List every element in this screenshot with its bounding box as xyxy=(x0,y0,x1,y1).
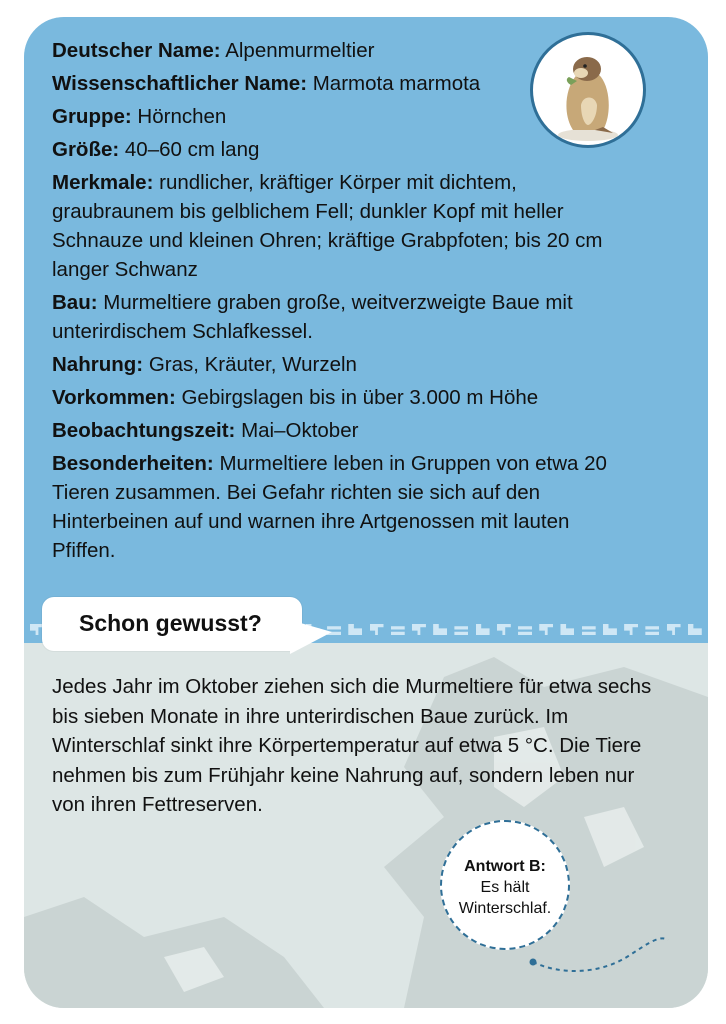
fact-special: Besonderheiten: Murmeltiere leben in Gruppen von etwa 20 Tieren zusammen. Bei Gefahr richten sie sich auf den Hinterbeinen auf und warnen ihre Artgenossen mit lauten Pfiffen. xyxy=(52,452,607,562)
fact-burrow: Bau: Murmeltiere graben große, weitverzweigte Baue mit unterirdischem Schlafkessel. xyxy=(52,291,573,343)
schon-gewusst-title: Schon gewusst? xyxy=(79,610,262,636)
fact-scientific-name: Wissenschaftlicher Name: Marmota marmota xyxy=(52,72,481,95)
schon-gewusst-text: Jedes Jahr im Oktober ziehen sich die Murmeltiere für etwa sechs bis sieben Monate in ihre unterirdischen Baue zurück. Im Winterschlaf sinkt ihre Körpertemperatur auf etwa 5 °C. Die Tiere nehmen bis zum Frühjahr keine Nahrung auf, sondern leben nur von ihren Fettreserven. xyxy=(52,675,652,816)
answer-line-2: Winterschlaf. xyxy=(458,900,552,917)
fact-group: Gruppe: Hörnchen xyxy=(52,105,227,128)
fact-features: Merkmale: rundlicher, kräftiger Körper mit dichtem, graubraunem bis gelblichem Fell; dunkler Kopf mit heller Schnauze und kleinen Ohren; kräftige Grabpfoten; bis 20 cm langer Schwanz xyxy=(52,171,603,281)
fact-size: Größe: 40–60 cm lang xyxy=(52,138,260,161)
fact-food: Nahrung: Gras, Kräuter, Wurzeln xyxy=(52,353,357,376)
fact-common-name: Deutscher Name: Alpenmurmeltier xyxy=(52,39,375,62)
fact-observation-time: Beobachtungszeit: Mai–Oktober xyxy=(52,419,359,442)
answer-label: Antwort B: xyxy=(464,858,546,875)
answer-badge xyxy=(440,820,570,950)
fact-habitat: Vorkommen: Gebirgslagen bis in über 3.000 m Höhe xyxy=(52,386,539,409)
answer-line-1: Es hält xyxy=(480,879,530,896)
